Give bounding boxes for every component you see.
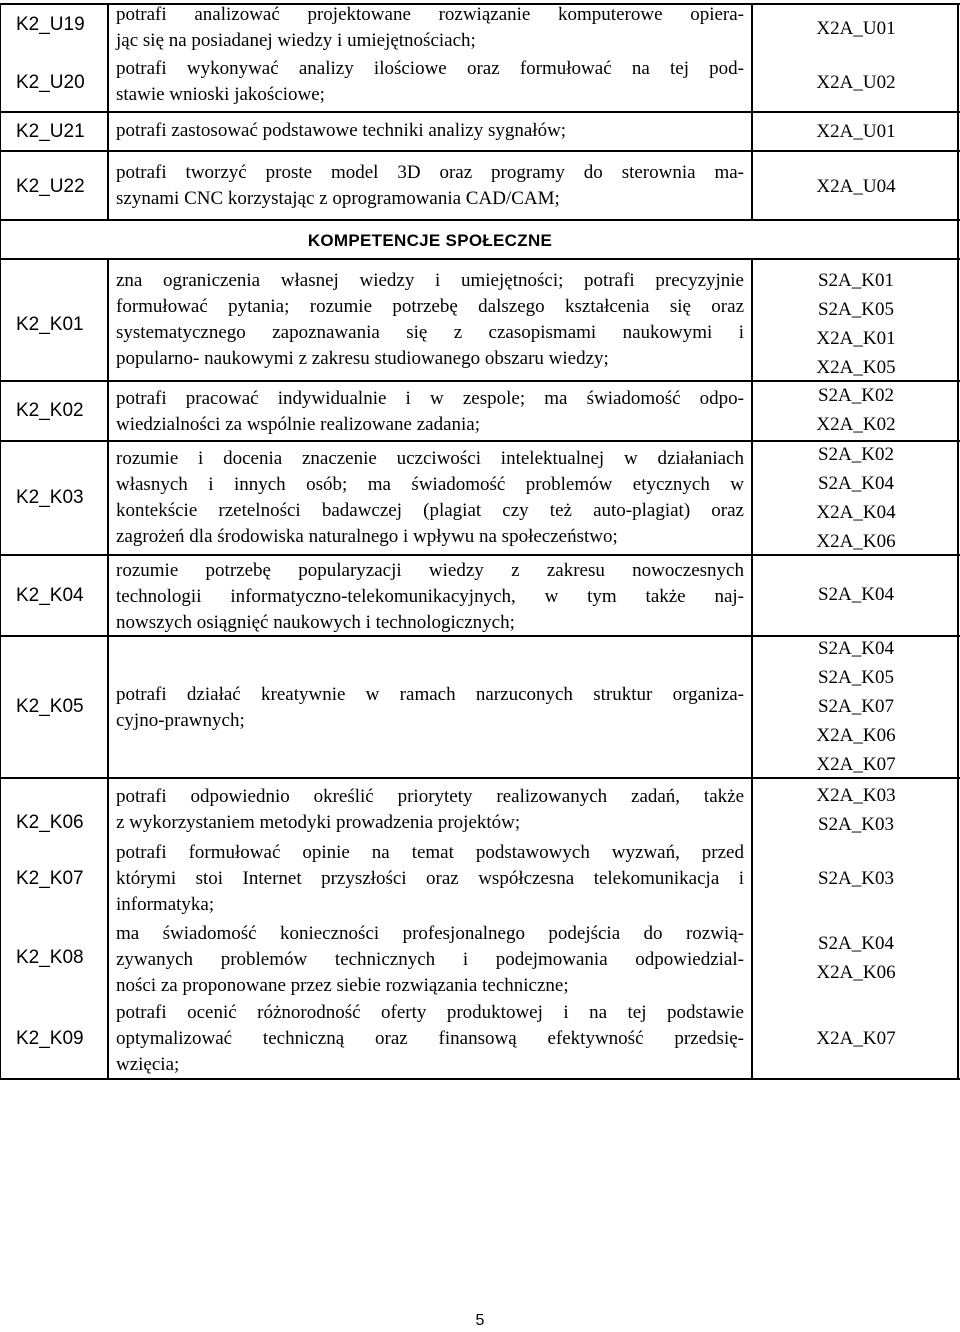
effect-codes	[752, 580, 960, 609]
table-rule-vertical	[107, 259, 109, 1080]
outcome-description	[116, 56, 744, 108]
effect-code: X2A_U04	[816, 176, 896, 197]
description-line: zna ograniczenia własnej wiedzy i umiejętności; potrafi precyzyjnie	[116, 270, 744, 291]
effect-code: S2A_K04	[817, 933, 894, 954]
outcome-code: K2_K05	[16, 696, 84, 717]
outcome-description	[116, 921, 744, 999]
description-line: rozumie i docenia znaczenie uczciwości intelektualnej w działaniach	[116, 448, 744, 469]
description-line: systematycznego zapoznawania się z czasopismami naukowymi i	[116, 322, 744, 343]
outcome-code: K2_K02	[16, 400, 84, 421]
effect-code: S2A_K03	[817, 868, 894, 889]
effect-codes	[752, 117, 960, 146]
table-rule-vertical	[107, 4, 109, 220]
effect-codes	[752, 381, 960, 439]
effect-code: S2A_K05	[817, 299, 894, 320]
outcome-description	[116, 840, 744, 918]
effect-code: S2A_K04	[817, 638, 894, 659]
effect-code: X2A_K02	[816, 414, 896, 435]
description-line: technologii informatyczno-telekomunikacyjnych, w tym także naj-	[116, 586, 744, 607]
description-line: potrafi pracować indywidualnie i w zespole; ma świadomość odpo-	[116, 388, 744, 409]
description-line: cyjno-prawnych;	[116, 710, 245, 731]
description-line: ma świadomość konieczności profesjonalnego podejścia do rozwią-	[116, 923, 744, 944]
effect-code: S2A_K05	[817, 667, 894, 688]
effect-codes	[752, 172, 960, 201]
outcome-code: K2_U21	[16, 121, 85, 142]
table-rule-horizontal	[0, 219, 960, 221]
effect-code: X2A_K06	[816, 725, 896, 746]
description-line: potrafi działać kreatywnie w ramach narzuconych struktur organiza-	[116, 684, 744, 705]
effect-codes	[752, 864, 960, 893]
description-line: wiedzialności za wspólnie realizowane zadania;	[116, 414, 480, 435]
outcome-code: K2_K03	[16, 487, 84, 508]
effect-codes	[752, 781, 960, 839]
outcome-description	[116, 160, 744, 212]
section-heading: KOMPETENCJE SPOŁECZNE	[307, 231, 553, 250]
outcome-description	[116, 2, 744, 54]
effect-code: X2A_K05	[816, 357, 896, 378]
outcome-description	[116, 784, 744, 836]
effect-code: X2A_K07	[816, 754, 896, 775]
effect-code: S2A_K03	[817, 814, 894, 835]
description-line: szynami CNC korzystając z oprogramowania CAD/CAM;	[116, 188, 560, 209]
effect-codes	[752, 634, 960, 779]
description-line: potrafi ocenić różnorodność oferty produktowej i na tej podstawie	[116, 1002, 744, 1023]
effect-codes	[752, 1024, 960, 1053]
outcome-code: K2_K09	[16, 1028, 84, 1049]
outcome-description	[116, 446, 744, 550]
effect-codes	[752, 14, 960, 43]
description-line: formułować pytania; rozumie potrzebę dalszego kształcenia się oraz	[116, 296, 744, 317]
description-line: potrafi zastosować podstawowe techniki analizy sygnałów;	[116, 120, 567, 141]
outcome-description	[116, 682, 744, 734]
table-rule-horizontal	[0, 258, 960, 260]
effect-code: S2A_K01	[817, 270, 894, 291]
outcome-description	[116, 386, 744, 438]
effect-codes	[752, 929, 960, 987]
effect-codes	[752, 266, 960, 382]
effect-code: X2A_K01	[816, 328, 896, 349]
effect-code: S2A_K04	[817, 584, 894, 605]
effect-codes	[752, 440, 960, 556]
effect-code: X2A_K04	[816, 502, 896, 523]
description-line: potrafi wykonywać analizy ilościowe oraz formułować na tej pod-	[116, 58, 744, 79]
page-number: 5	[475, 1312, 485, 1329]
description-line: wzięcia;	[116, 1054, 180, 1075]
outcome-code: K2_U19	[16, 14, 85, 35]
effect-code: X2A_K06	[816, 531, 896, 552]
description-line: ności za proponowane przez siebie rozwiązania techniczne;	[116, 975, 569, 996]
effect-code: X2A_U01	[816, 18, 896, 39]
description-line: rozumie potrzebę popularyzacji wiedzy z zakresu nowoczesnych	[116, 560, 744, 581]
description-line: popularno- naukowymi z zakresu studiowanego obszaru wiedzy;	[116, 348, 609, 369]
outcome-code: K2_K07	[16, 868, 84, 889]
effect-code: S2A_K02	[817, 385, 894, 406]
description-line: własnych i innych osób; ma świadomość problemów etycznych w	[116, 474, 744, 495]
outcome-code: K2_U20	[16, 72, 85, 93]
outcome-code: K2_K01	[16, 314, 84, 335]
outcome-description	[116, 1000, 744, 1078]
description-line: potrafi odpowiednio określić priorytety realizowanych zadań, także	[116, 786, 744, 807]
table-rule-horizontal	[0, 150, 960, 152]
description-line: zywanych problemów technicznych i podejmowania odpowiedzial-	[116, 949, 744, 970]
outcome-code: K2_K08	[16, 947, 84, 968]
effect-code: S2A_K07	[817, 696, 894, 717]
description-line: informatyka;	[116, 894, 215, 915]
description-line: stawie wnioski jakościowe;	[116, 84, 325, 105]
outcome-code: K2_K04	[16, 585, 84, 606]
description-line: optymalizować techniczną oraz finansową efektywność przedsię-	[116, 1028, 744, 1049]
description-line: zagrożeń dla środowiska naturalnego i wpływu na społeczeństwo;	[116, 526, 618, 547]
description-line: potrafi tworzyć proste model 3D oraz programy do sterownia ma-	[116, 162, 744, 183]
outcome-description	[116, 558, 744, 636]
description-line: jąc się na posiadanej wiedzy i umiejętnościach;	[116, 30, 476, 51]
effect-codes	[752, 68, 960, 97]
effect-code: X2A_K07	[816, 1028, 896, 1049]
table-rule-horizontal	[0, 111, 960, 113]
description-line: potrafi analizować projektowane rozwiązanie komputerowe opiera-	[116, 4, 744, 25]
table-rule-vertical	[0, 4, 1, 1080]
description-line: którymi stoi Internet przyszłości oraz współczesna telekomunikacja i	[116, 868, 744, 889]
effect-code: X2A_U01	[816, 121, 896, 142]
effect-code: X2A_U02	[816, 72, 896, 93]
description-line: z wykorzystaniem metodyki prowadzenia projektów;	[116, 812, 521, 833]
effect-code: X2A_K06	[816, 962, 896, 983]
description-line: nowszych osiągnięć naukowych i technologicznych;	[116, 612, 515, 633]
outcome-code: K2_K06	[16, 812, 84, 833]
outcome-description	[116, 268, 744, 372]
description-line: potrafi formułować opinie na temat podstawowych wyzwań, przed	[116, 842, 744, 863]
description-line: kontekście rzetelności badawczej (plagiat czy też auto-plagiat) oraz	[116, 500, 744, 521]
outcome-code: K2_U22	[16, 176, 85, 197]
effect-code: S2A_K04	[817, 473, 894, 494]
effect-code: S2A_K02	[817, 444, 894, 465]
effect-code: X2A_K03	[816, 785, 896, 806]
outcome-description	[116, 118, 744, 144]
table-rule-horizontal	[0, 1078, 960, 1080]
